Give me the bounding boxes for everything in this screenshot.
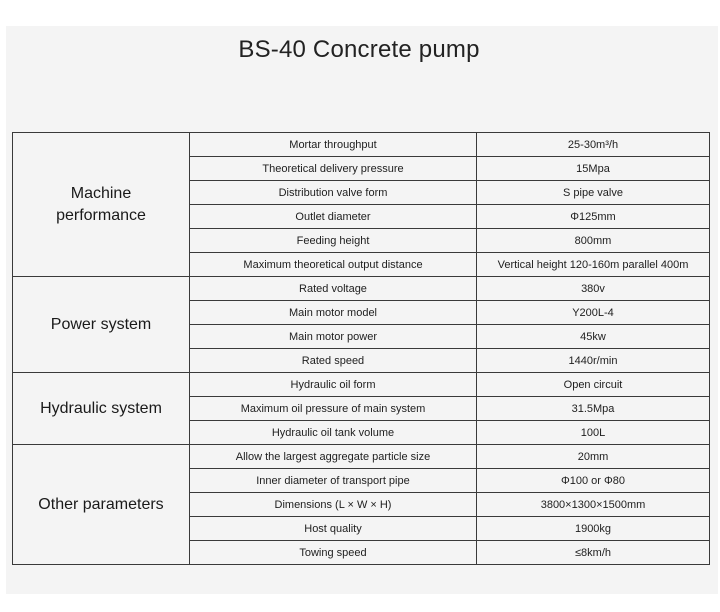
param-name: Main motor model (190, 301, 477, 325)
param-value: 380v (477, 277, 710, 301)
param-name: Allow the largest aggregate particle size (190, 445, 477, 469)
param-value: 3800×1300×1500mm (477, 493, 710, 517)
param-name: Host quality (190, 517, 477, 541)
group-label-machine-performance (13, 133, 190, 277)
param-name: Hydraulic oil tank volume (190, 421, 477, 445)
param-value: 25-30m³/h (477, 133, 710, 157)
page-title: BS-40 Concrete pump (238, 36, 480, 63)
param-value: 1440r/min (477, 349, 710, 373)
param-value: S pipe valve (477, 181, 710, 205)
param-value: Φ125mm (477, 205, 710, 229)
param-name: Dimensions (L × W × H) (190, 493, 477, 517)
param-name: Rated voltage (190, 277, 477, 301)
param-name: Inner diameter of transport pipe (190, 469, 477, 493)
param-name: Maximum theoretical output distance (190, 253, 477, 277)
param-name: Maximum oil pressure of main system (190, 397, 477, 421)
group-label-power-system: Power system (13, 277, 190, 373)
param-value: ≤8km/h (477, 541, 710, 565)
param-name: Distribution valve form (190, 181, 477, 205)
param-name: Outlet diameter (190, 205, 477, 229)
param-name: Towing speed (190, 541, 477, 565)
param-value: Vertical height 120-160m parallel 400m (477, 253, 710, 277)
table-row (13, 445, 710, 469)
param-name: Feeding height (190, 229, 477, 253)
param-name: Rated speed (190, 349, 477, 373)
group-label-hydraulic-system: Hydraulic system (13, 373, 190, 445)
table-row (13, 373, 710, 397)
group-label-line: performance (56, 206, 146, 224)
spec-table (12, 132, 710, 565)
param-value: 1900kg (477, 517, 710, 541)
param-value: 800mm (477, 229, 710, 253)
param-value: 45kw (477, 325, 710, 349)
param-value: Open circuit (477, 373, 710, 397)
group-label-other-parameters: Other parameters (13, 445, 190, 565)
group-label-line: Machine (70, 184, 132, 202)
table-row (13, 133, 710, 157)
param-value: Φ100 or Φ80 (477, 469, 710, 493)
param-value: 20mm (477, 445, 710, 469)
param-name: Theoretical delivery pressure (190, 157, 477, 181)
param-value: 31.5Mpa (477, 397, 710, 421)
param-value: Y200L-4 (477, 301, 710, 325)
param-name: Main motor power (190, 325, 477, 349)
table-row (13, 277, 710, 301)
param-value: 100L (477, 421, 710, 445)
param-value: 15Mpa (477, 157, 710, 181)
param-name: Hydraulic oil form (190, 373, 477, 397)
param-name: Mortar throughput (190, 133, 477, 157)
